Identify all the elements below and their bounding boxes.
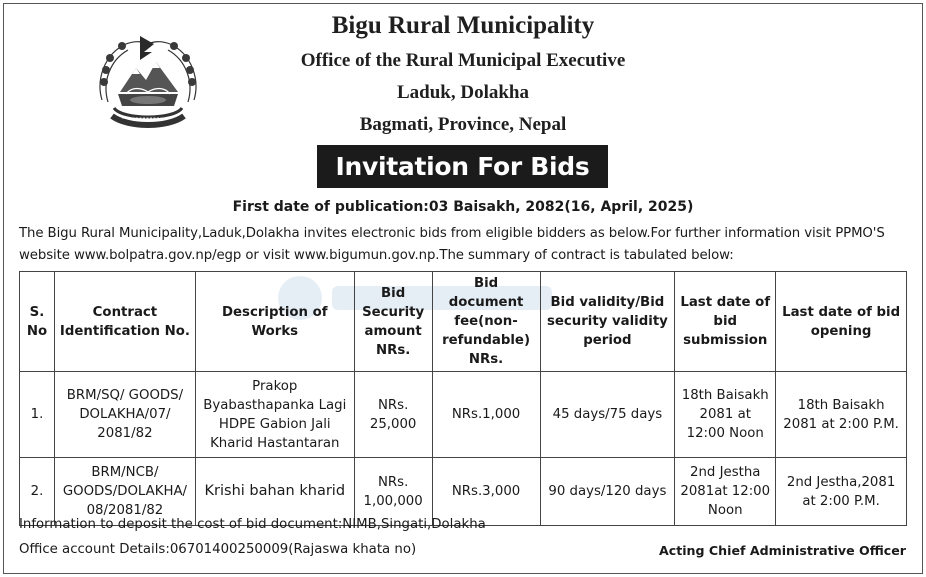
account-details: Office account Details:06701400250009(Rajaswa khata no) <box>19 542 417 557</box>
office-name: Office of the Rural Municipal Executive <box>300 50 626 71</box>
cell-contract-id: BRM/SQ/ GOODS/ DOLAKHA/07/ 2081/82 <box>54 372 195 458</box>
cell-sno: 2. <box>20 458 55 526</box>
table-row <box>20 372 907 458</box>
cell-submission-date: 18th Baisakh 2081 at 12:00 Noon <box>675 372 776 458</box>
nepal-emblem-icon <box>92 30 204 138</box>
municipality-name: Bigu Rural Municipality <box>331 12 595 39</box>
header-submission-date: Last date of bid submission <box>675 272 776 372</box>
header-contract-id: Contract Identification No. <box>54 272 195 372</box>
cell-document-fee: NRs.1,000 <box>432 372 540 458</box>
cell-validity: 45 days/75 days <box>540 372 675 458</box>
header-document-fee: Bid document fee(non-refundable) NRs. <box>432 272 540 372</box>
deposit-info: Information to deposit the cost of bid document:NIMB,Singati,Dolakha <box>19 517 486 532</box>
header-validity: Bid validity/Bid security validity period <box>540 272 675 372</box>
publication-date: First date of publication:03 Baisakh, 2082(16, April, 2025) <box>232 199 694 215</box>
cell-opening-date: 2nd Jestha,2081 at 2:00 P.M. <box>776 458 907 526</box>
office-province: Bagmati, Province, Nepal <box>359 114 567 135</box>
cell-bid-security: NRs. 25,000 <box>354 372 432 458</box>
table-row <box>20 458 907 526</box>
bids-summary-table <box>19 271 907 526</box>
header-description: Description of Works <box>195 272 354 372</box>
cell-sno: 1. <box>20 372 55 458</box>
notice-title-banner: Invitation For Bids <box>317 145 608 188</box>
cell-submission-date: 2nd Jestha 2081at 12:00 Noon <box>675 458 776 526</box>
header-opening-date: Last date of bid opening <box>776 272 907 372</box>
office-address: Laduk, Dolakha <box>396 82 529 103</box>
cell-description: Krishi bahan kharid <box>195 458 354 526</box>
header-sno: S. No <box>20 272 55 372</box>
cell-validity: 90 days/120 days <box>540 458 675 526</box>
header-bid-security: Bid Security amount NRs. <box>354 272 432 372</box>
cell-contract-id: BRM/NCB/ GOODS/DOLAKHA/ 08/2081/82 <box>54 458 195 526</box>
cell-document-fee: NRs.3,000 <box>432 458 540 526</box>
cell-description: Prakop Byabasthapanka Lagi HDPE Gabion Jali Kharid Hastantaran <box>195 372 354 458</box>
cell-opening-date: 18th Baisakh 2081 at 2:00 P.M. <box>776 372 907 458</box>
signatory: Acting Chief Administrative Officer <box>659 543 906 558</box>
intro-paragraph: The Bigu Rural Municipality,Laduk,Dolakha invites electronic bids from eligible bidders as below.For further information visit PPMO'S website www.bolpatra.gov.np/egp or visit www.bigumun.gov.np.The summary of contract is tabulated below: <box>19 226 885 263</box>
cell-bid-security: NRs. 1,00,000 <box>354 458 432 526</box>
table-header-row <box>20 272 907 372</box>
